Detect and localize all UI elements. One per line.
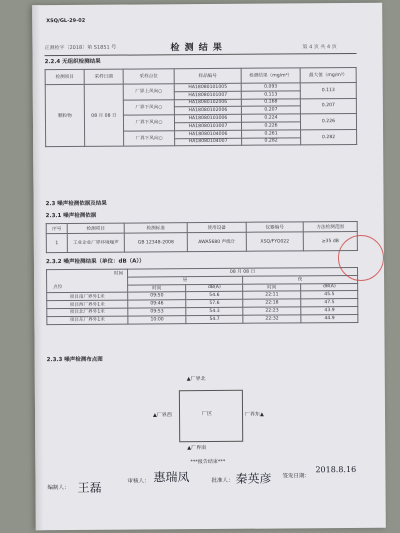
location-cell: 厂界上风向○ xyxy=(123,84,174,100)
table-cell: HA18080101005 xyxy=(174,83,241,91)
table-cell: 22:23 xyxy=(243,307,301,315)
table-cell: 时间 xyxy=(128,284,186,292)
table-cell: AWA5680 声级计 xyxy=(187,232,246,251)
table-cell: 45.5 xyxy=(301,291,358,299)
table-cell: HA18080103007 xyxy=(174,122,241,130)
table-cell: HA18080104006 xyxy=(175,130,242,138)
table-cell: GB 12348-2008 xyxy=(124,233,187,252)
table-cell: 57.6 xyxy=(186,299,243,307)
location-cell: 厂界下风向○ xyxy=(123,99,174,115)
marker-east: 厂界东▲ xyxy=(245,411,264,418)
table-cell: 时间 xyxy=(243,283,301,291)
table-cell: 09:53 xyxy=(128,308,186,316)
col-header: 检测项目 xyxy=(45,69,84,84)
max-cell: 0.113 xyxy=(300,82,356,98)
table-row xyxy=(46,231,357,252)
diagonal-header-cell: 时间 点位 xyxy=(47,269,128,293)
max-cell: 0.282 xyxy=(301,129,357,145)
table-cell: 22:18 xyxy=(243,299,301,307)
noise-basis-table xyxy=(46,221,358,253)
doc-code: XSQ/GL-29-02 xyxy=(46,17,86,25)
table-cell: 使用设备 xyxy=(187,222,246,232)
table-cell: HA18080101007 xyxy=(174,91,241,99)
prepare-signature: 王磊 xyxy=(77,480,102,495)
marker-south: ▲厂界南 xyxy=(187,445,207,452)
red-seal xyxy=(338,235,384,281)
col-header: 样品编号 xyxy=(174,68,241,83)
section-2-3-3-heading: 2.3.3 噪声检测布点图 xyxy=(46,356,103,364)
table-cell: 54.6 xyxy=(186,292,243,300)
page-number: 第 4 页 共 4 页 xyxy=(302,44,337,51)
unorganized-emission-table xyxy=(45,67,358,148)
table-cell: HA18080102006 xyxy=(174,99,241,107)
table-cell: 项目北厂界外1米 xyxy=(47,308,128,316)
table-cell: 0.282 xyxy=(242,137,301,145)
table-cell: 09:46 xyxy=(128,300,186,308)
table-cell: 22:11 xyxy=(243,291,301,299)
table-cell: ≥35 dB xyxy=(303,231,357,250)
section-2-3-2-heading: 2.3.2 噪声检测结果（单位：dB（A）） xyxy=(45,258,145,266)
location-cell: 厂界下风向○ xyxy=(123,115,174,131)
table-cell: 08 月 08 日 xyxy=(128,267,358,276)
marker-north: ▲厂界北 xyxy=(186,376,206,383)
table-cell: 54.7 xyxy=(186,315,243,323)
table-cell: 0.093 xyxy=(241,83,300,91)
marker-west: ▲厂界西 xyxy=(153,412,172,419)
site-outline xyxy=(179,390,243,442)
max-cell: 0.207 xyxy=(300,98,356,114)
table-cell: HA18080104007 xyxy=(175,138,242,146)
table-cell: 项目南厂界外1米 xyxy=(47,292,128,300)
table-cell: XSQ/FYO022 xyxy=(246,232,303,251)
table-cell: 项目西厂界外1米 xyxy=(47,300,128,308)
header-rule xyxy=(45,53,357,56)
table-cell: 54.3 xyxy=(186,307,243,315)
table-cell: 检测标准 xyxy=(124,223,187,233)
noise-result-table xyxy=(46,267,358,325)
table-cell: 0.261 xyxy=(242,130,301,138)
table-cell: 0.226 xyxy=(241,122,300,130)
table-cell: 22:32 xyxy=(243,315,301,323)
table-cell: 1 xyxy=(46,233,67,252)
approve-signature: 秦英彦 xyxy=(235,471,272,486)
item-cell: 颗粒物 xyxy=(45,84,84,147)
col-header: 最大值（mg/m³） xyxy=(300,67,356,82)
table-cell: 10:00 xyxy=(128,315,186,323)
table-cell: 夜 xyxy=(243,275,358,284)
table-cell: 09:50 xyxy=(128,292,186,300)
table-cell: dB(A) xyxy=(301,283,358,291)
prepare-label: 编制人： xyxy=(47,484,70,492)
location-cell: 厂界下风向○ xyxy=(124,131,175,147)
report-number: 正测检字〔2018〕第 S1851 号 xyxy=(44,44,117,52)
approve-label: 批准人： xyxy=(211,477,234,484)
col-header: 检测结果（mg/m³） xyxy=(241,68,300,83)
table-cell: 工业企业厂界环境噪声 xyxy=(67,233,124,252)
report-page xyxy=(32,3,386,530)
table-cell: 检测项目 xyxy=(67,223,124,233)
table-cell: 0.113 xyxy=(241,91,300,99)
table-cell: 0.224 xyxy=(241,114,300,122)
section-2-2-4-heading: 2.2.4 无组织检测结果 xyxy=(44,58,101,66)
table-cell: 44.9 xyxy=(301,314,358,322)
review-signature: 惠瑞凤 xyxy=(153,470,190,485)
table-cell: HA18080102006 xyxy=(174,107,241,115)
table-cell: 项目东厂界外1米 xyxy=(47,316,128,324)
table-cell: 0.168 xyxy=(241,98,300,106)
table-cell: 43.9 xyxy=(301,306,358,314)
review-label: 审核人： xyxy=(127,478,150,485)
issue-date: 2018.8.16 xyxy=(315,464,357,475)
table-cell: HA18080103006 xyxy=(174,114,241,122)
date-cell: 08 月 08 日 xyxy=(84,84,123,147)
binding-edge xyxy=(32,5,44,530)
max-cell: 0.226 xyxy=(300,114,356,130)
table-cell: 序号 xyxy=(46,223,67,233)
table-cell: 方法检测范围 xyxy=(303,221,357,231)
table-row xyxy=(47,314,358,324)
table-cell: 昼 xyxy=(128,276,243,285)
site-label: 厂区 xyxy=(202,410,213,418)
col-header: 采样点位 xyxy=(123,69,174,84)
table-cell: 0.207 xyxy=(241,106,300,114)
date-label: 签发日期： xyxy=(282,473,311,480)
table-cell: dB(A) xyxy=(186,284,243,292)
section-2-3-1-heading: 2.3.1 噪声检测依据 xyxy=(45,212,97,220)
col-header: 采样日期 xyxy=(84,69,123,84)
page-title: 检 测 结 果 xyxy=(170,42,223,54)
table-cell: 47.5 xyxy=(301,299,358,307)
section-2-3-heading: 2.3 噪声检测依据及结果 xyxy=(45,200,107,208)
table-cell: 仪器编号 xyxy=(246,222,303,232)
report-end: ***报告结束*** xyxy=(190,458,226,466)
